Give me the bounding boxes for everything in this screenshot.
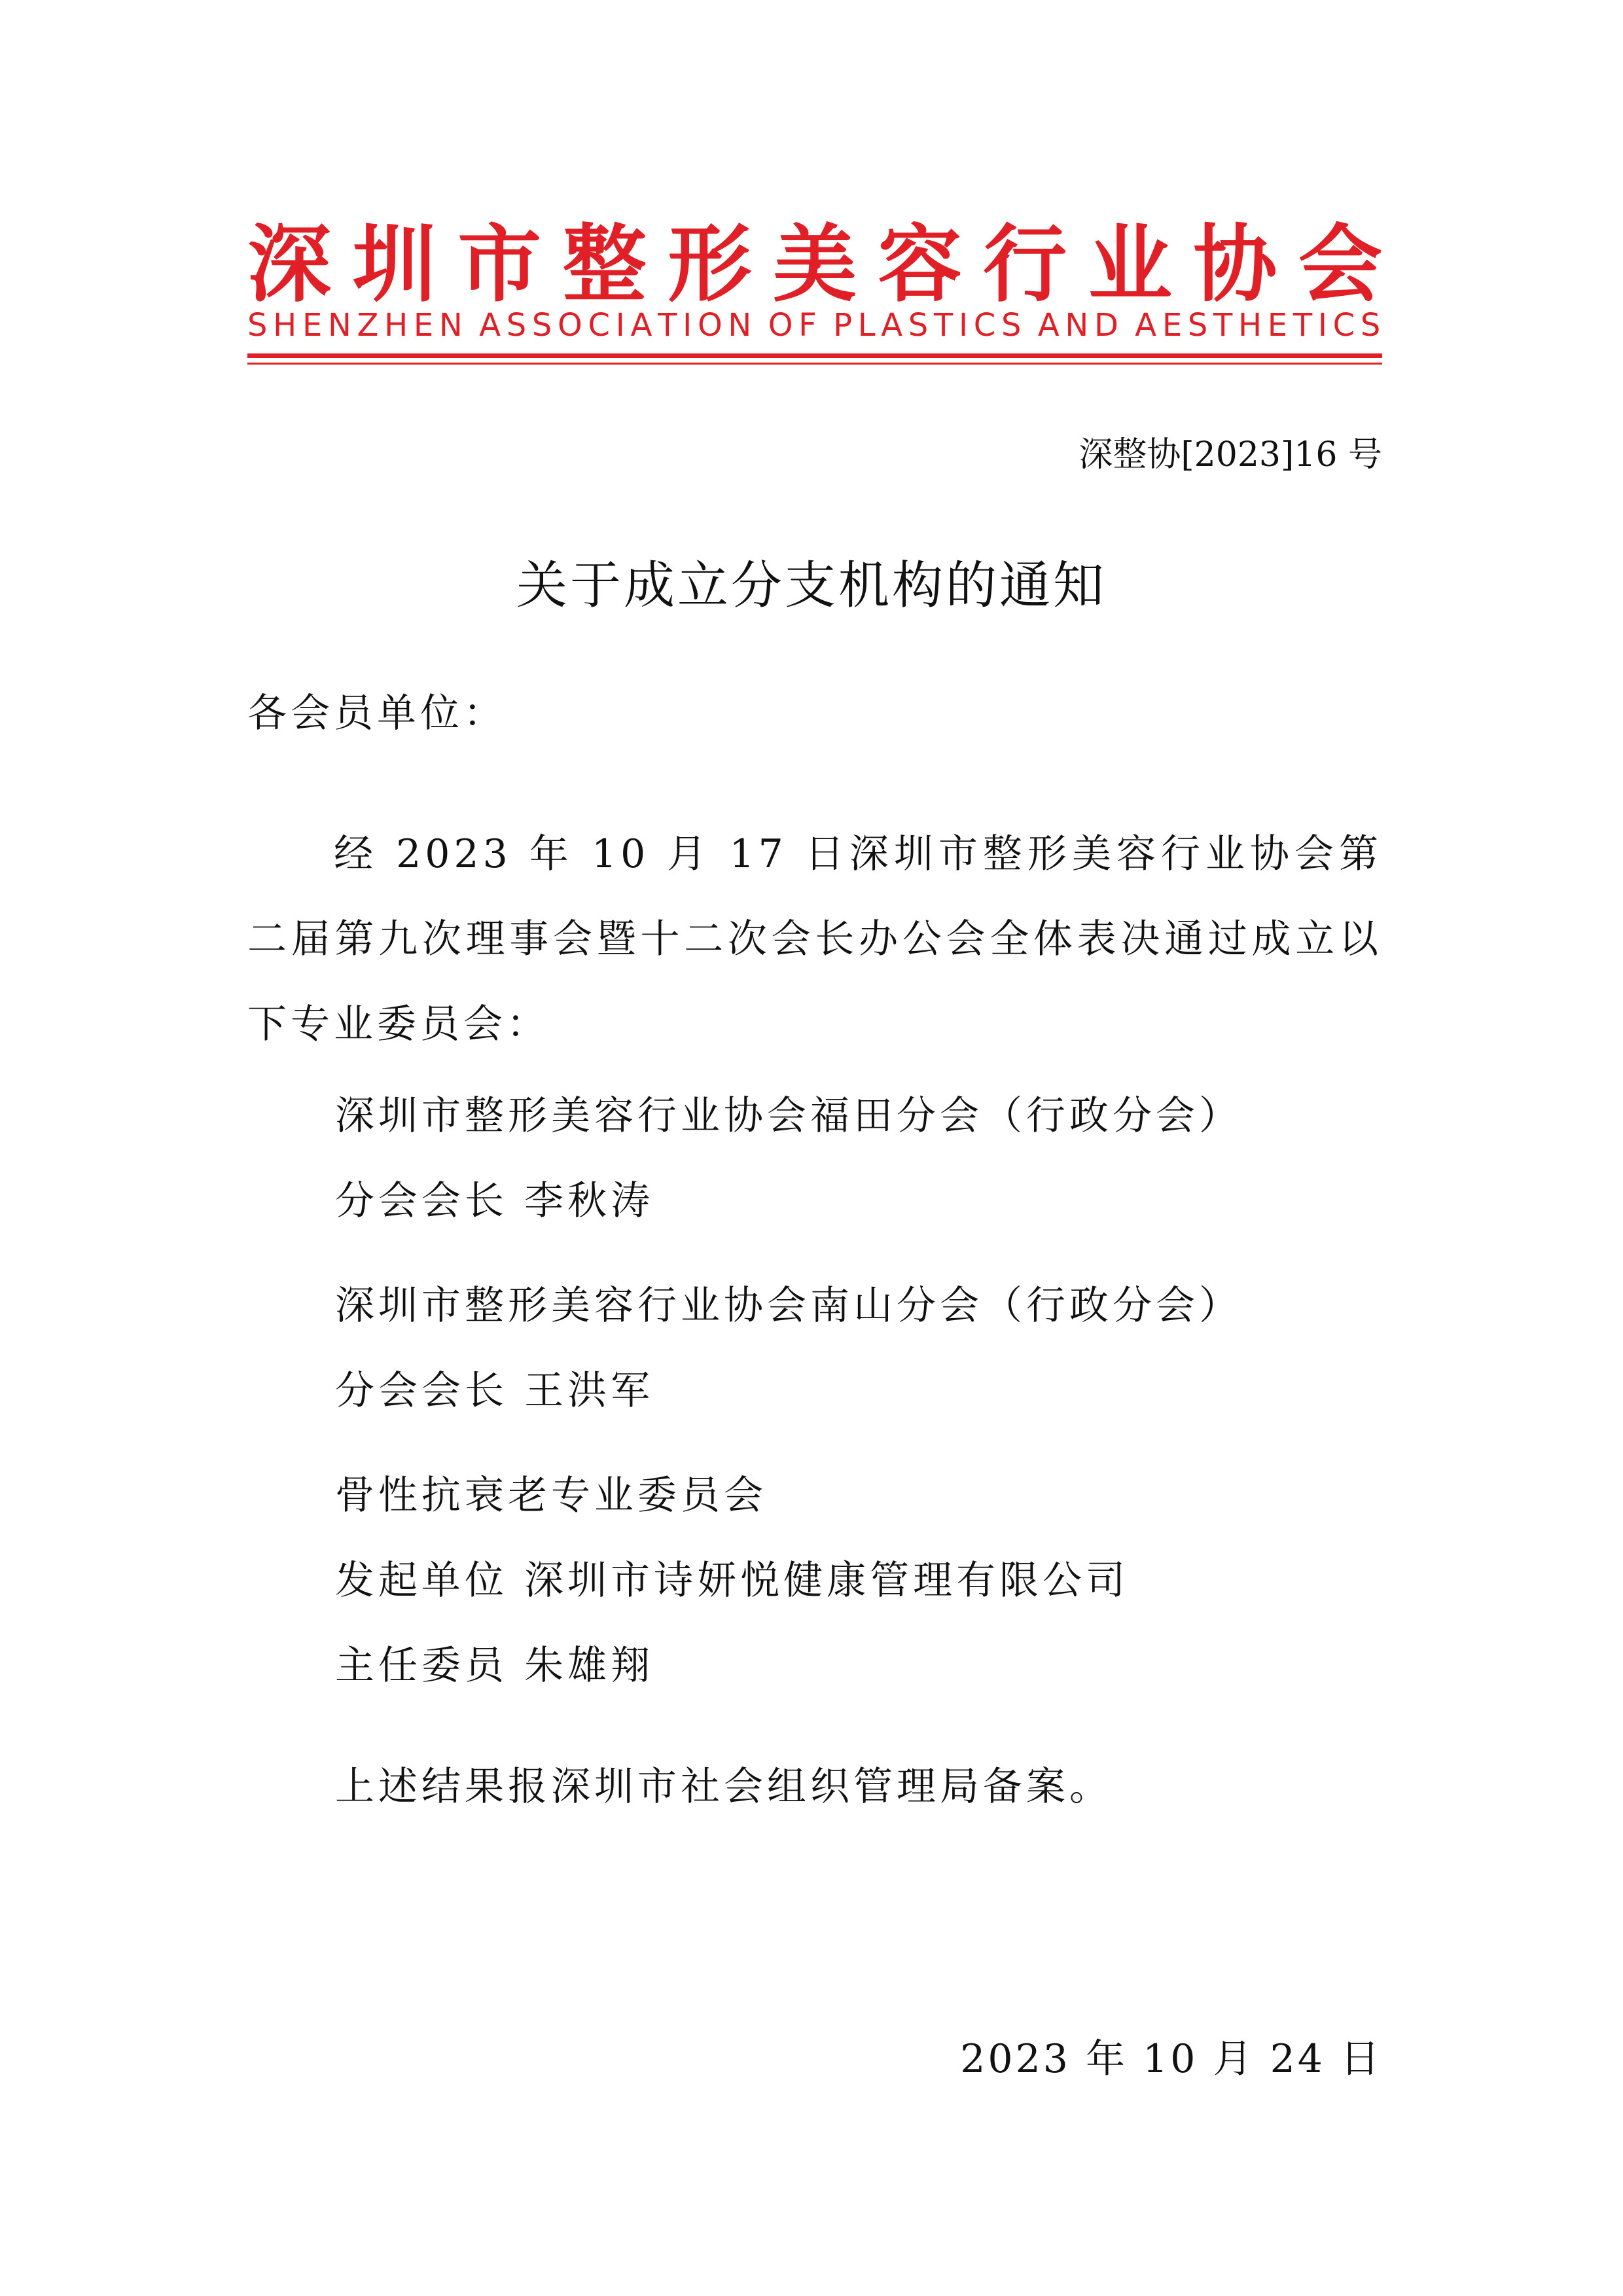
letterhead-rule-thin: [247, 363, 1382, 365]
branch-president: 分会会长 王洪军: [335, 1368, 654, 1414]
closing-statement: 上述结果报深圳市社会组织管理局备案。: [335, 1764, 1113, 1810]
letterhead-en-char: A: [1135, 307, 1158, 344]
letterhead-en-char: H: [1238, 307, 1264, 344]
letterhead-en-char: E: [1162, 307, 1184, 344]
letterhead-en-char: A: [1037, 307, 1061, 344]
letterhead-en-char: A: [630, 307, 654, 344]
body-paragraph: 经 2023 年 10 月 17 日深圳市整形美容行业协会第二届第九次理事会暨十二次会长办公会全体表决通过成立以下专业委员会：: [247, 831, 1382, 1047]
letterhead-char: 整: [562, 216, 647, 314]
letterhead-en-char: I: [615, 307, 626, 344]
letterhead-char: 美: [772, 216, 857, 314]
letterhead-char: 业: [1088, 216, 1172, 314]
letterhead-en-char: I: [958, 307, 970, 344]
letterhead-en-char: N: [1065, 307, 1090, 344]
letterhead-en-char: T: [933, 307, 955, 344]
letterhead-en-char: N: [438, 307, 464, 344]
letterhead-en-char: C: [1332, 307, 1357, 344]
letterhead-en-char: A: [479, 307, 503, 344]
letterhead-char: 市: [457, 216, 542, 314]
issue-date: 2023 年 10 月 24 日: [960, 2036, 1382, 2082]
document-title: 关于成立分支机构的通知: [516, 556, 1107, 615]
letterhead-en-char: S: [506, 307, 528, 344]
letterhead-en-char: C: [973, 307, 997, 344]
letterhead-en-char: N: [327, 307, 353, 344]
letterhead-en-char: T: [658, 307, 679, 344]
letterhead-char: 形: [668, 216, 752, 314]
letterhead-en-char: H: [273, 307, 298, 344]
letterhead-char: 容: [878, 216, 962, 314]
letterhead-en-char: E: [302, 307, 324, 344]
letterhead-en-char: E: [1267, 307, 1289, 344]
letterhead-char: 圳: [352, 216, 437, 314]
letterhead-en-char: O: [697, 307, 724, 344]
letterhead-char: 协: [1193, 216, 1277, 314]
letterhead-en-char: L: [857, 307, 877, 344]
letterhead-en-char: S: [531, 307, 554, 344]
letterhead-char: 深: [247, 216, 332, 314]
letterhead-en-char: O: [768, 307, 794, 344]
committee-sponsor: 发起单位 深圳市诗妍悦健康管理有限公司: [335, 1558, 1130, 1604]
branch-name: 深圳市整形美容行业协会福田分会（行政分会）: [335, 1093, 1242, 1139]
letterhead-en-char: N: [728, 307, 753, 344]
letterhead-en-char: F: [798, 307, 818, 344]
association-name-cn: [247, 216, 1382, 314]
letterhead-en-char: D: [1094, 307, 1120, 344]
letterhead-en-char: C: [588, 307, 612, 344]
letterhead-rule-thick: [247, 353, 1382, 358]
letterhead-en-char: A: [881, 307, 904, 344]
letterhead-char: 会: [1298, 216, 1382, 314]
letterhead-en-char: S: [1360, 307, 1382, 344]
letterhead-en-char: S: [1187, 307, 1209, 344]
letterhead-en-char: S: [908, 307, 930, 344]
letterhead-en-char: O: [558, 307, 584, 344]
association-name-en: [247, 302, 1382, 348]
letterhead-en-char: I: [683, 307, 694, 344]
letterhead-en-char: T: [1213, 307, 1234, 344]
letterhead-en-char: P: [833, 307, 854, 344]
letterhead-en-char: S: [1001, 307, 1023, 344]
committee-name: 骨性抗衰老专业委员会: [335, 1473, 767, 1518]
letterhead-en-char: T: [1293, 307, 1314, 344]
letterhead-en-char: E: [413, 307, 435, 344]
salutation: 各会员单位：: [247, 691, 507, 736]
document-number: 深整协[2023]16 号: [1079, 435, 1382, 475]
letterhead-en-char: I: [1317, 307, 1329, 344]
letterhead-en-char: S: [247, 307, 269, 344]
committee-director: 主任委员 朱雄翔: [335, 1643, 654, 1689]
letterhead: [247, 216, 1382, 367]
letterhead-en-char: H: [384, 307, 410, 344]
letterhead-char: 行: [983, 216, 1067, 314]
letterhead-en-char: Z: [357, 307, 380, 344]
branch-name: 深圳市整形美容行业协会南山分会（行政分会）: [335, 1283, 1242, 1329]
branch-president: 分会会长 李秋涛: [335, 1178, 654, 1224]
